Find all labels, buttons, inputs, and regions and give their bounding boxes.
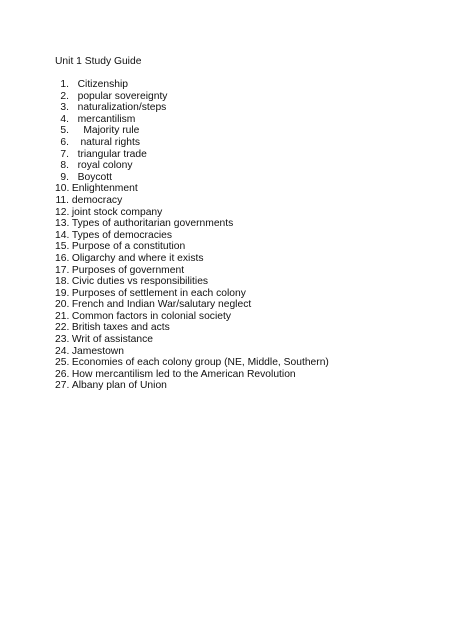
- list-item-text: royal colony: [77, 160, 133, 172]
- list-item-spacing: [69, 125, 83, 137]
- list-item: [55, 125, 329, 137]
- list-item-number: 17.: [55, 264, 70, 276]
- list-item: [55, 288, 329, 300]
- list-item-text: Enlightenment: [71, 183, 138, 195]
- list-item-number: 16.: [55, 252, 70, 264]
- list-item-number: 9.: [60, 171, 69, 183]
- list-item-number: 21.: [55, 310, 70, 322]
- list-item-text: mercantilism: [77, 113, 136, 125]
- list-item-spacing: [69, 137, 80, 149]
- list-item: [55, 137, 329, 149]
- list-item-text: Economies of each colony group (NE, Middle, Southern): [71, 357, 329, 369]
- list-item: [55, 346, 329, 358]
- study-guide-list: [55, 79, 329, 392]
- list-item: [55, 380, 329, 392]
- list-item: [55, 114, 329, 126]
- list-item-number: 27.: [55, 380, 70, 392]
- list-item-text: Types of democracies: [71, 229, 173, 241]
- list-item-spacing: [69, 114, 78, 126]
- list-item-number: 4.: [60, 113, 69, 125]
- list-item: [55, 172, 329, 184]
- list-item-number: 10.: [55, 183, 70, 195]
- page-title: Unit 1 Study Guide: [55, 56, 142, 67]
- list-item-number: 25.: [55, 357, 70, 369]
- list-item: [55, 149, 329, 161]
- list-item-text: Purpose of a constitution: [71, 241, 186, 253]
- list-item: [55, 195, 329, 207]
- list-item-number: 19.: [55, 287, 70, 299]
- list-item: [55, 207, 329, 219]
- list-item: [55, 183, 329, 195]
- list-item-text: Civic duties vs responsibilities: [71, 276, 209, 288]
- list-item-text: natural rights: [80, 136, 140, 148]
- list-item-number: 3.: [60, 102, 69, 114]
- list-item-spacing: [69, 172, 78, 184]
- list-item-text: How mercantilism led to the American Revolution: [71, 368, 296, 380]
- list-item-text: popular sovereignty: [77, 90, 168, 102]
- list-item-text: Boycott: [77, 171, 112, 183]
- list-item: [55, 218, 329, 230]
- list-item-text: Purposes of government: [71, 264, 185, 276]
- list-item: [55, 322, 329, 334]
- list-item-text: triangular trade: [77, 148, 147, 160]
- list-item-number: 12.: [55, 206, 70, 218]
- list-item-spacing: [69, 79, 78, 91]
- list-item-number: 18.: [55, 276, 70, 288]
- list-item: [55, 253, 329, 265]
- list-item-number: 6.: [60, 136, 69, 148]
- list-item-number: 23.: [55, 334, 70, 346]
- list-item-number: 1.: [60, 79, 69, 90]
- list-item: [55, 79, 329, 91]
- list-item-text: British taxes and acts: [71, 322, 170, 334]
- list-item-number: 8.: [60, 160, 69, 172]
- list-item-text: Citizenship: [77, 79, 128, 90]
- list-item-number: 11.: [55, 194, 69, 206]
- list-item-number: 5.: [60, 125, 69, 137]
- list-item-text: Writ of assistance: [71, 334, 153, 346]
- list-item-number: 24.: [55, 345, 70, 357]
- list-item-number: 22.: [55, 322, 70, 334]
- list-item-text: Types of authoritarian governments: [71, 218, 234, 230]
- list-item: [55, 299, 329, 311]
- list-item: [55, 160, 329, 172]
- list-item: [55, 230, 329, 242]
- list-item-spacing: [69, 91, 78, 103]
- list-item-text: Purposes of settlement in each colony: [71, 287, 246, 299]
- list-item-text: Majority rule: [83, 125, 140, 137]
- list-item: [55, 102, 329, 114]
- list-item-text: Albany plan of Union: [71, 380, 167, 392]
- list-item-number: 14.: [55, 229, 70, 241]
- list-item-text: Jamestown: [71, 345, 124, 357]
- list-item: [55, 357, 329, 369]
- list-item-number: 2.: [60, 90, 69, 102]
- list-item: [55, 91, 329, 103]
- list-item-number: 15.: [55, 241, 70, 253]
- list-item-spacing: [69, 102, 78, 114]
- list-item-number: 7.: [60, 148, 69, 160]
- list-item-text: joint stock company: [71, 206, 163, 218]
- list-item: [55, 334, 329, 346]
- list-item-number: 13.: [55, 218, 70, 230]
- list-item: [55, 311, 329, 323]
- list-item-text: naturalization/steps: [77, 102, 167, 114]
- list-item-number: 26.: [55, 368, 70, 380]
- list-item-spacing: [69, 160, 78, 172]
- list-item-number: 20.: [55, 299, 70, 311]
- list-item: [55, 241, 329, 253]
- list-item: [55, 276, 329, 288]
- list-item: [55, 369, 329, 381]
- list-item-text: democracy: [71, 194, 123, 206]
- list-item-text: French and Indian War/salutary neglect: [71, 299, 252, 311]
- list-item-text: Oligarchy and where it exists: [71, 252, 204, 264]
- list-item: [55, 265, 329, 277]
- list-item-text: Common factors in colonial society: [71, 310, 231, 322]
- list-item-spacing: [69, 149, 78, 161]
